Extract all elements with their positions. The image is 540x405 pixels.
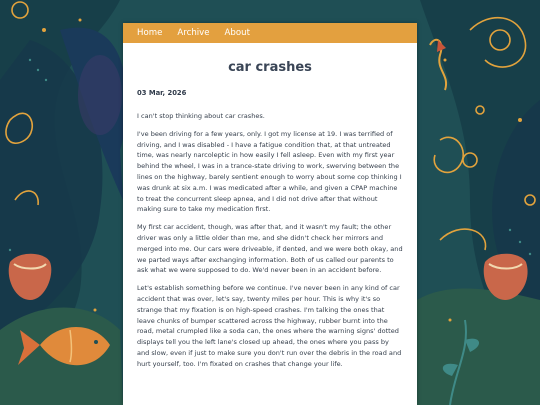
nav-home-link[interactable]: Home <box>137 28 163 38</box>
post-paragraph: My first car accident, though, was after that, and it wasn't my fault; the other driver was only a little older than me, and she didn't check her mirrors and merged into me. Our cars were driveable, if dented, and we were both okay, and we parted ways after exchanging information. Both of us called our parents to ask what we were supposed to do. We'd never been in an accident before. <box>137 223 403 275</box>
post-card <box>123 23 417 405</box>
nav-about-link[interactable]: About <box>224 28 250 38</box>
nav-archive-link[interactable]: Archive <box>177 28 210 38</box>
post-paragraph: I've been driving for a few years, only. I got my license at 19. I was terrified of driving, and I was disabled - I have a fatigue condition that, at that untreated time, was nearly narcoleptic in how easily I fell asleep. Even with my first year behind the wheel, I was in a trance-state driving to work, swerving between the lines on the highway, barely sentient enough to worry about some cop thinking I was drunk at six a.m. I was medicated after a while, and given a CPAP machine to treat the concurrent sleep apnea, and I did not drive after that without making sure to take my medication first. <box>137 129 402 214</box>
post-date: 03 Mar, 2026 <box>137 89 187 97</box>
post-content <box>123 60 417 370</box>
post-paragraph: I can't stop thinking about car crashes. <box>137 112 265 120</box>
post-title: car crashes <box>228 60 312 75</box>
post-paragraph: Let's establish something before we continue. I've never been in any kind of car accident that was over, let's say, twenty miles per hour. This is why it's so strange that my fixation is on high-speed crashes. I'm talking the ones that leave chunks of bumper scattered across the highway, rubber burnt into the road, metal crumpled like a soda can, the ones where the warning signs' dotted displays tell you the left lane's closed up ahead, the ones where you pass by and slow, even if just to make sure you don't run over the debris in the road and hurt yourself, too. I'm fixated on crashes that change your life. <box>137 284 402 368</box>
top-nav <box>123 23 417 43</box>
